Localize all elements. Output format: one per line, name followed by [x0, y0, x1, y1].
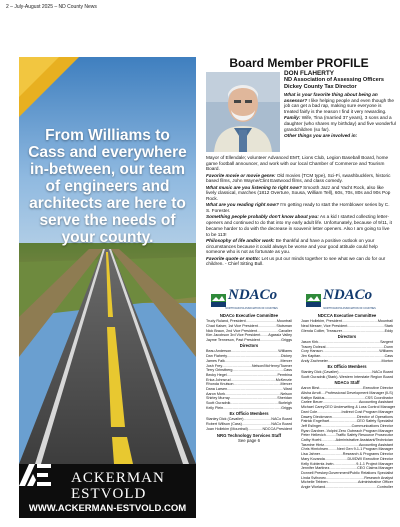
- roster-role: Executive Director: [363, 386, 393, 391]
- leader-dots: [223, 406, 281, 411]
- roster-name: Joan Hollekim, President: [301, 319, 342, 324]
- roster-name: Jennifer Martinez: [301, 466, 330, 471]
- ackerman-estvold-logo-icon: [19, 464, 51, 486]
- roster-role: CEO Claims Manager: [357, 466, 393, 471]
- roster-role: CEO Safety Specialist: [356, 419, 393, 424]
- roster-name: Stanley Dick (Cavalier): [206, 417, 244, 422]
- ad-footer: [19, 464, 196, 518]
- ndaco-emblem-icon: [306, 294, 321, 307]
- roster-role: Western Interstate Region Board: [339, 374, 393, 379]
- roster-role: NDCCA President: [262, 426, 292, 431]
- roster-row: [301, 375, 393, 380]
- roster-role: 9-1-1 Project Manager: [356, 461, 393, 466]
- question-7: Something people probably don't know about you:: [206, 214, 319, 220]
- section-heading: Directors: [239, 343, 259, 349]
- answer-7: As a kid I started collecting letter-openers and continued to do that into my early adult life. Unfortunately, because of 9/11, it became harder to do with the decrease in souvenir letter openers. Also I am going to live to be 113!: [206, 214, 392, 237]
- roster-role: Director of Operations: [356, 414, 393, 419]
- ndaco-logo-subtitle: NORTH DAKOTA ASSOCIATION OF COUNTIES: [323, 307, 376, 310]
- ad-headline: From Williams to Cass and everywhere in-between, our team of engineers and architects are here to serve the needs of your county.: [28, 127, 187, 246]
- roster-role: Cass: [283, 368, 292, 373]
- leader-dots: [248, 427, 263, 432]
- question-1: What is your favorite thing about being an assessor?: [284, 92, 378, 103]
- roster-name: Nick Braun, 2nd Vice President: [206, 328, 257, 333]
- page-header: 2 – July-August 2025 – ND County News: [6, 4, 97, 10]
- roster-role: McKenzie: [275, 377, 292, 382]
- ndaco-roster-left: [206, 287, 292, 444]
- roster-name: Alisha Arndt: [301, 391, 321, 396]
- roster-role: Agassiz Valley: [268, 333, 292, 338]
- section-heading: Ex Officio Members: [229, 411, 269, 417]
- roster-name: Dana Larsen: [206, 387, 228, 392]
- profile-name-block: [284, 71, 396, 90]
- roster-role: Controller: [377, 485, 393, 490]
- roster-role: Accounting Assistant: [358, 400, 393, 405]
- ndaco-emblem-icon: [211, 294, 226, 307]
- profile-text-right: [284, 92, 396, 139]
- section-heading: Ex Officio Members: [327, 364, 367, 370]
- roster-role: Dickey: [280, 354, 292, 359]
- section-heading: NDACo Executive Committee: [219, 313, 279, 318]
- question-5: What music are you listening to right now?: [206, 184, 302, 190]
- roster-name: Neal Messer, Vice President: [301, 323, 348, 328]
- profile-affiliation-1: ND Association of Assessing Officers: [284, 77, 384, 84]
- answer-1: I like helping people and even though the job can get a bad rap, making sure everyone is treated fairly is the reason I find it very rewarding.: [284, 97, 394, 115]
- ndaco-logo-word: NDACo: [228, 287, 278, 303]
- roster-role: Mercer: [280, 382, 292, 387]
- portrait-photo: [206, 72, 280, 152]
- roster-name: Rhonda Knutson: [206, 382, 234, 387]
- roster-name: Michael Carey: [301, 405, 325, 410]
- roster-row: [206, 427, 292, 432]
- roster-role: Stark: [384, 323, 393, 328]
- roster-role: Administrative Officer: [358, 480, 393, 485]
- roster-name: Aaron Birst: [301, 386, 320, 391]
- roster-name: Jason Kirk: [301, 340, 319, 345]
- staff-note: NRG Technology Services Staff: [216, 433, 282, 439]
- roster-role: Mountrail: [276, 319, 292, 324]
- profile-title: Board Member PROFILE: [229, 56, 369, 70]
- roster-name: Lisa Jahner: [301, 452, 321, 457]
- question-6: What are you reading right now?: [206, 202, 279, 208]
- roster-name: Cory Hanson: [301, 349, 323, 354]
- roster-role: Stutsman: [276, 323, 292, 328]
- roster-name: Glenda Collier, Treasurer: [301, 328, 342, 333]
- profile-affiliation-2: Dickey County Tax Director: [284, 83, 357, 90]
- roster-name: Chad Kaiser, 1st Vice President: [206, 323, 258, 328]
- roster-name: Kim Jacobson 3rd Vice President: [206, 333, 261, 338]
- ndaco-logo-word: NDACo: [323, 287, 373, 303]
- roster-role: NACo Board: [271, 421, 292, 426]
- answer-3: Mayor of Ellendale; volunteer Advanced EMT, Lions Club, Legion Baseball Board, home game football announcer, and work with our local Chamber of Commerce and Tourism Board.: [206, 155, 389, 172]
- roster-name: Cathy Hoehl: [301, 438, 322, 443]
- profile-name: DON FLAHERTY: [284, 70, 335, 77]
- roster-role: Next Gen 9-1-1 Program Manager: [337, 447, 393, 452]
- roster-name: Shirley Murray: [206, 396, 230, 401]
- roster-role: Research Analyst: [364, 475, 393, 480]
- ad-url-link[interactable]: WWW.ACKERMAN-ESTVOLD.COM: [28, 503, 187, 514]
- roster-role: Sheridan: [277, 396, 292, 401]
- ndaco-logo-subtitle: NORTH DAKOTA ASSOCIATION OF COUNTIES: [225, 307, 278, 310]
- section-heading: NDACo Staff: [334, 380, 360, 386]
- roster-role: NACo Board: [372, 370, 393, 375]
- roster-name: Kelly Plein: [206, 405, 224, 410]
- roster-name: Michelle Tebben: [301, 480, 328, 485]
- ad-brand-line1: ACKERMAN: [71, 470, 165, 486]
- roster-role: Volpini Zero Outreach Program Manager: [326, 428, 393, 433]
- ndaco-logo-right: [301, 287, 393, 312]
- roster-role: Griggs: [281, 338, 292, 343]
- roster-name: Tasmine Hintz: [301, 442, 325, 447]
- roster-role: Professional Development Manager (ILS): [325, 391, 393, 396]
- answer-5: Smooth Jazz and Yacht Rock, also like lively classical, marches (1812 Overture, Sousa, William Tell), 60s, 70s, 80s and 90s Pop Rock.: [206, 184, 391, 202]
- roster-name: Andy Zachmeier: [301, 358, 328, 363]
- roster-role: Mercer: [280, 358, 292, 363]
- roster-name: Jeff Eslinger: [301, 423, 322, 428]
- roster-name: Patrick Engelhart: [301, 419, 330, 424]
- roster-name: James Falk: [206, 358, 225, 363]
- question-4: Favorite movie or movie genre:: [206, 172, 276, 178]
- roster-name: Linda Svihovec: [301, 475, 327, 480]
- roster-name: Scott Ouradnik (Stark): [301, 374, 338, 379]
- roster-name: Robert Willson (Cass): [206, 421, 242, 426]
- roster-name: Kaitlyn Baldus: [301, 395, 325, 400]
- answer-4: Old movies (TCM type), Sci-Fi, swashbucklers, historic based films, John Wayne/Clint Eastwood films, and class comedy.: [206, 172, 391, 184]
- roster-role: Griggs: [281, 405, 292, 410]
- roster-role: Cass: [384, 354, 393, 359]
- roster-role: Ward: [283, 387, 292, 392]
- question-8: Philosophy of life and/or work:: [206, 237, 275, 243]
- roster-row: [301, 485, 393, 490]
- answer-9: Let us put our minds together to see what we can do for our children. - Chief Sitting Bull.: [206, 255, 386, 267]
- roster-role: Nelson: [280, 391, 292, 396]
- roster-role: CSS Coordinator: [365, 395, 393, 400]
- roster-name: Erica Johnsrud: [206, 377, 231, 382]
- section-heading: NDCCA Executive Committee: [317, 313, 377, 318]
- roster-role: Sargent: [380, 340, 393, 345]
- question-2: Family:: [284, 115, 301, 121]
- ackerman-estvold-ad[interactable]: [19, 57, 196, 518]
- roster-name: Donnell Preskey: [301, 471, 328, 475]
- roster-role: Nelson/McHenry/Towner: [251, 363, 292, 368]
- roster-name: Kelly Koblentz-Irwin: [301, 461, 334, 466]
- roster-name: Trudy Ruland, President: [206, 319, 246, 324]
- answer-2: Wife, Tina (married 37 years), 3 sons and a daughter (who shares my birthday) and five wonderful grandchildren (so far).: [284, 115, 396, 132]
- leader-dots: [260, 338, 281, 343]
- roster-role: Accounting Assistant: [358, 442, 393, 447]
- roster-row: [206, 338, 292, 343]
- roster-name: Dan Flaherty: [206, 354, 228, 359]
- roster-name: Joan Hollekim (Mountrail): [206, 426, 248, 431]
- roster-role: Burleigh: [278, 401, 292, 406]
- roster-role: Williams: [278, 349, 292, 354]
- roster-name: Mary Kovanda: [301, 456, 325, 461]
- roster-role: Eddy: [384, 328, 393, 333]
- ndcca-roster-right: [301, 287, 396, 490]
- roster-role: Cavalier: [278, 328, 292, 333]
- roster-name: Beau Anderson: [206, 349, 232, 354]
- roster-name: Josh Frey: [206, 363, 223, 368]
- leader-dots: [325, 485, 377, 490]
- roster-role: Administrative Assistant/Technician: [335, 438, 393, 443]
- roster-name: Terry Grinstberg: [206, 368, 233, 373]
- roster-name: Jim Kapitan: [301, 354, 321, 359]
- roster-role: DUI/DWI Executive Director: [347, 456, 393, 461]
- ad-brand-line2: ESTVOLD: [71, 486, 147, 502]
- roster-role: Williams: [379, 349, 393, 354]
- roster-name: Scott Ouradnik: [206, 401, 231, 406]
- roster-name: Dani Cole: [301, 409, 318, 414]
- roster-name: Jayme Tenneson, Past President: [206, 338, 260, 343]
- answer-8: Be thankful and have a positive outlook on your circumstances because it could always be worse and your good attitude could help someone who is not as fortunate as you.: [206, 237, 378, 255]
- profile-text-full: [206, 155, 394, 268]
- roster-role: Morton: [381, 358, 393, 363]
- roster-role: Mountrail: [377, 319, 393, 324]
- ndaco-logo-left: [206, 287, 292, 312]
- roster-role: Communications Director: [351, 423, 393, 428]
- roster-role: Traffic Safety Resource Prosecutor: [335, 433, 393, 438]
- leader-dots: [328, 359, 382, 364]
- roster-name: Tracey Dolezal: [301, 344, 326, 349]
- section-heading: Directors: [337, 333, 357, 339]
- roster-name: Angie Worland: [301, 485, 326, 490]
- roster-name: Ryan Gardner: [301, 428, 325, 433]
- roster-name: Chris Hinrichsen: [301, 447, 329, 452]
- roster-row: [206, 406, 292, 411]
- roster-name: Aaron Mork: [206, 391, 226, 396]
- roster-name: Peter Hellevich: [301, 433, 326, 438]
- roster-name: Becky Hegel: [206, 372, 227, 377]
- staff-note-page: See page 6: [238, 438, 260, 444]
- roster-row: [301, 329, 393, 334]
- roster-row: [301, 359, 393, 364]
- roster-name: Dawny Dieckmann: [301, 414, 332, 419]
- roster-role: Pembina: [277, 372, 292, 377]
- roster-role: NACo Board: [271, 417, 292, 422]
- roster-name: Stanley Dick (Cavalier): [301, 370, 339, 375]
- leader-dots: [342, 329, 385, 334]
- roster-role: CEO Underwriting & Loss Control Manager: [324, 405, 396, 410]
- answer-6: I'm getting ready to start the Hornblower series by C. S. Forester.: [206, 202, 390, 214]
- roster-name: Carlee Beuer: [301, 400, 323, 405]
- question-9: Favorite quote or motto:: [206, 255, 261, 261]
- roster-role: Research & Programs Director: [342, 452, 393, 457]
- roster-role: Dunn: [384, 344, 393, 349]
- question-3: Other things you are involved in:: [284, 133, 358, 139]
- roster-role: Government/Public Relations Specialist: [328, 471, 393, 475]
- roster-role: Indirect Cost Program Manager: [341, 409, 393, 414]
